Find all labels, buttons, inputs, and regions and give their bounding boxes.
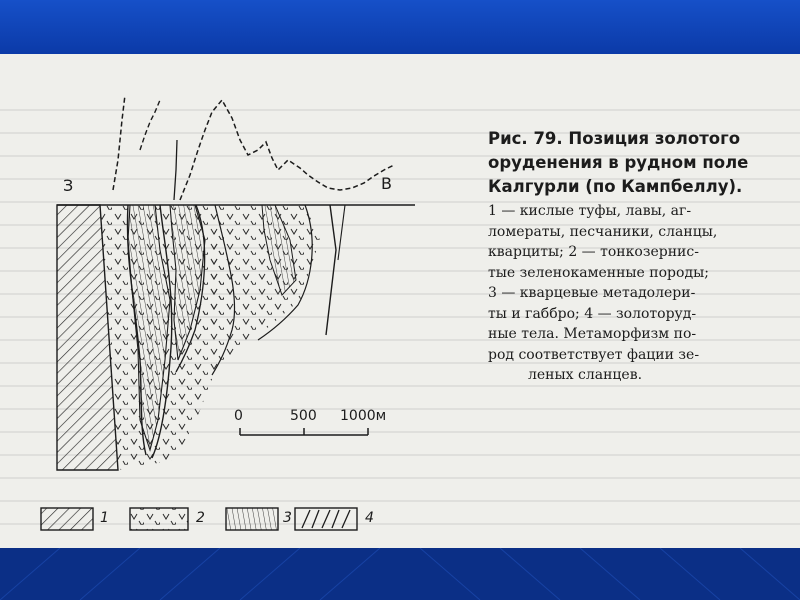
caption-line: 1 — кислые туфы, лавы, аг- [488, 203, 692, 219]
legend-number-3: 3 [283, 510, 292, 526]
caption-line: 3 — кварцевые метадолери- [488, 285, 696, 301]
legend-swatch-1 [41, 508, 93, 530]
caption-body [488, 201, 788, 386]
legend-number-4: 4 [365, 510, 374, 526]
caption-line: ломераты, песчаники, сланцы, [488, 223, 718, 240]
caption-title: Рис. 79. Позиция золотого оруденения в рудном поле Калгурли (по Кампбеллу). [488, 129, 749, 196]
legend-number-1: 1 [100, 510, 109, 526]
scale-tick-500: 500 [290, 408, 317, 424]
label-west: З [63, 176, 74, 195]
scale-bar [240, 428, 368, 435]
bottom-decoration [0, 548, 800, 600]
figure-caption [488, 127, 788, 386]
scale-tick-1000: 1000м [340, 408, 387, 424]
slide-bottom-band [0, 548, 800, 600]
legend-swatch-4 [295, 508, 357, 530]
caption-line: леных сланцев. [528, 367, 643, 383]
legend-swatch-3 [226, 508, 278, 530]
legend-number-2: 2 [196, 510, 205, 526]
caption-line: кварциты; 2 — тонкозернис- [488, 244, 699, 260]
caption-line: ные тела. Метаморфизм по- [488, 326, 697, 342]
legend-swatch-2 [130, 508, 188, 530]
caption-line: род соответствует фации зе- [488, 346, 700, 363]
scale-tick-0: 0 [234, 408, 243, 424]
label-east: В [381, 174, 392, 193]
caption-line: тые зеленокаменные породы; [488, 264, 709, 281]
caption-line: ты и габбро; 4 — золоторуд- [488, 305, 697, 322]
